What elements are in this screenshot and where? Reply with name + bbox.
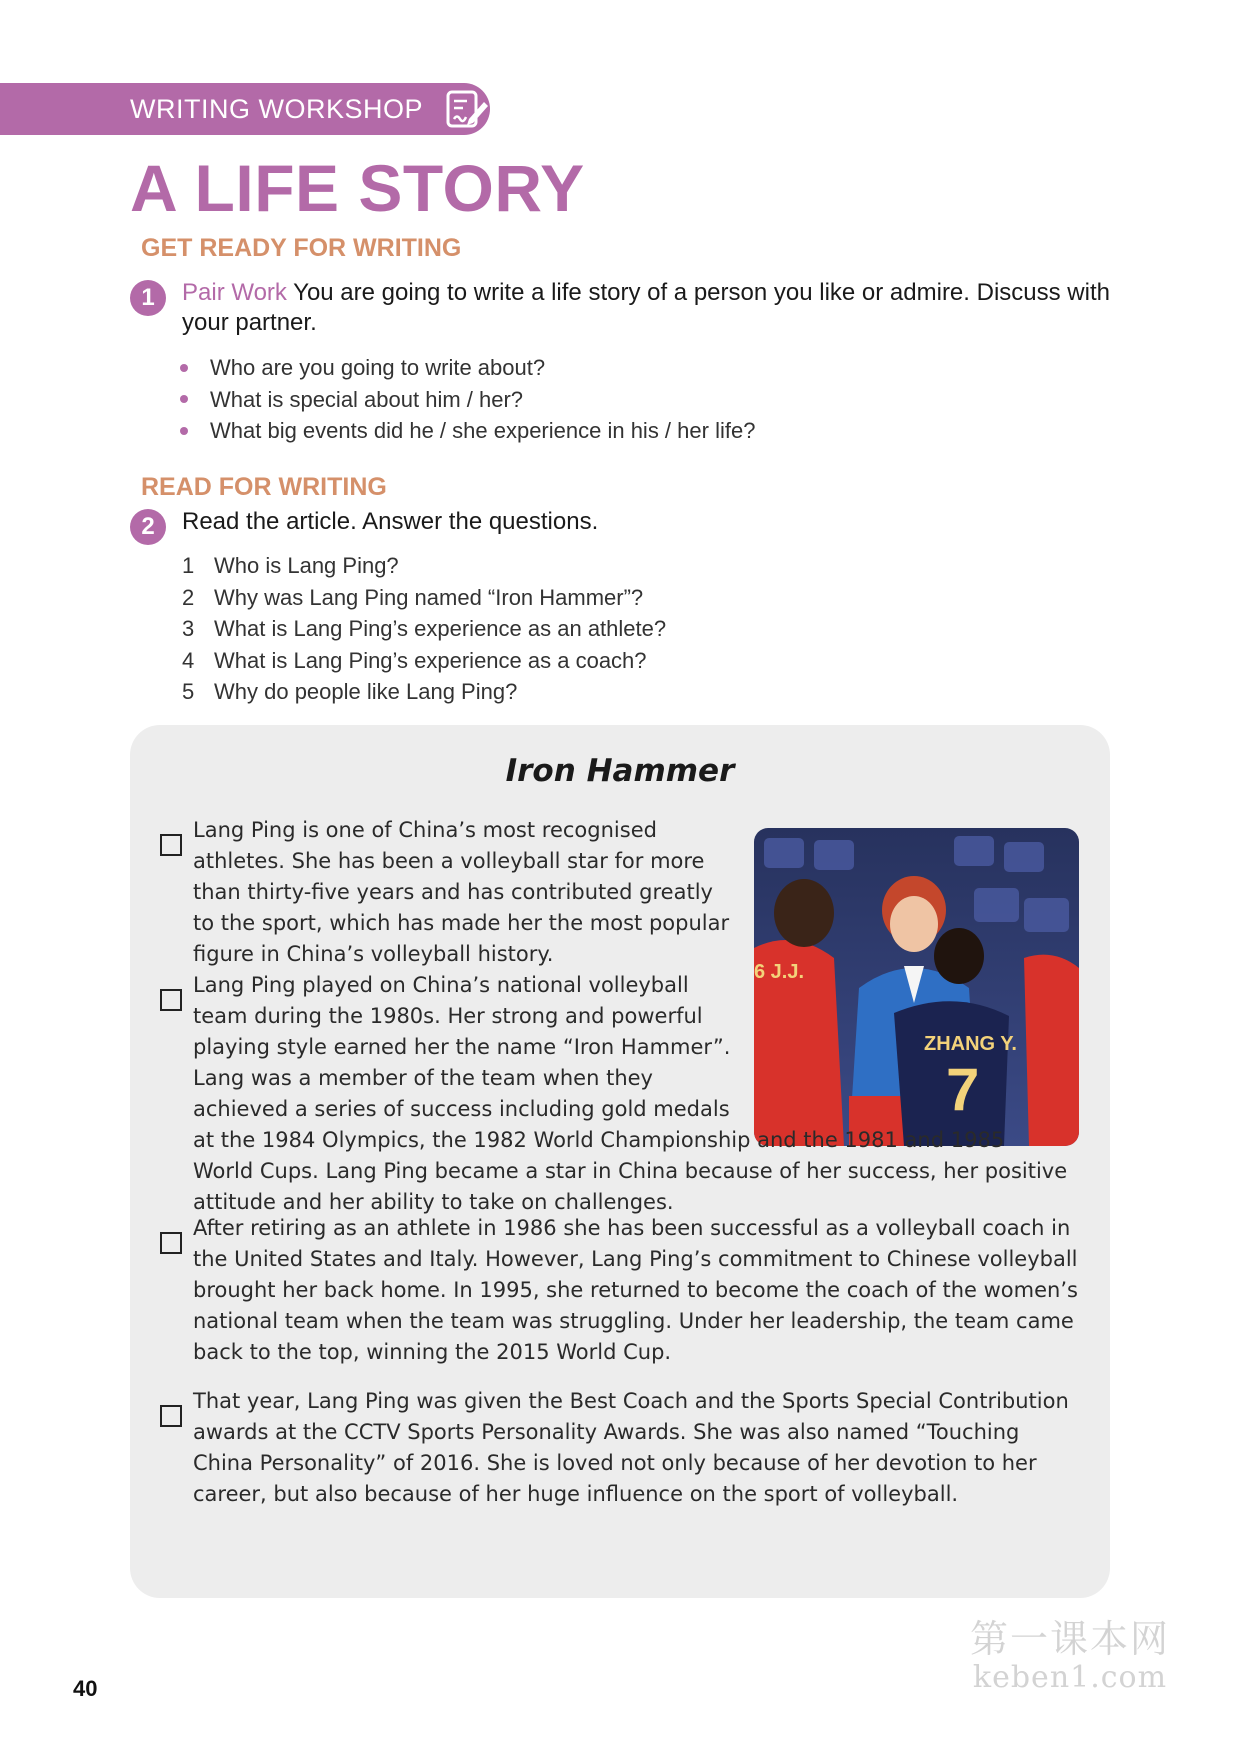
section-banner [0, 83, 490, 135]
paragraph-1-checkbox[interactable] [160, 834, 182, 856]
article-title: Iron Hammer [505, 753, 735, 789]
question-item: 2 Why was Lang Ping named “Iron Hammer”? [182, 584, 644, 610]
paragraph-1: Lang Ping is one of China’s most recognised athletes. She has been a volleyball star for more than thirty-five years and has contributed greatly to the sport, which has made her the most popular figure in China’s volleyball history. [193, 818, 730, 966]
question-item: 3 What is Lang Ping’s experience as an athlete? [182, 616, 667, 641]
task-number-badge: 2 [130, 509, 166, 545]
pair-work-label: Pair Work [182, 279, 287, 306]
task-1-instruction [182, 278, 1120, 338]
paragraph-2: Lang Ping played on China’s national volleyball team during the 1980s. Her strong and powerful playing style earned her the name “Iron Hammer”. Lang was a member of the team when they achieved a series of success including gold medals at the 1984 Olympics, the 1982 World Championship and the 1981 and 1985 World Cups. Lang Ping became a star in China because of her success, her positive attitude and her ability to take on challenges. [193, 973, 1068, 1214]
read-for-writing-heading: READ FOR WRITING [141, 473, 387, 501]
paragraph-4: That year, Lang Ping was given the Best Coach and the Sports Special Contribution awards at the CCTV Sports Personality Awards. She was also named “Touching China Personality” of 2016. She is loved not only because of her devotion to her career, but also because of her huge influence on the sport of volleyball. [193, 1389, 1069, 1506]
bullet-dot-icon [180, 364, 188, 372]
bullet-item: What is special about him / her? [180, 384, 755, 416]
watermark [970, 1617, 1170, 1695]
question-list [182, 550, 666, 708]
left-jersey-text: 6 J.J. [754, 961, 805, 983]
question-item: 4 What is Lang Ping’s experience as a coach? [182, 647, 647, 673]
watermark-chinese: 第一课本网 [970, 1617, 1171, 1661]
question-item: 5 Why do people like Lang Ping? [182, 679, 518, 704]
get-ready-heading: GET READY FOR WRITING [141, 234, 462, 262]
task-2 [130, 507, 1120, 540]
paragraph-3: After retiring as an athlete in 1986 she has been successful as a volleyball coach in the United States and Italy. However, Lang Ping’s commitment to Chinese volleyball brought her back home. In 1995, she returned to become the coach of the women’s national team when the team was struggling. Under her leadership, the team came back to the top, winning the 2015 World Cup. [193, 1216, 1078, 1364]
task-1 [130, 278, 1120, 338]
page-title: A LIFE STORY [130, 151, 585, 225]
paragraph-3-checkbox[interactable] [160, 1232, 182, 1254]
paragraph-4-checkbox[interactable] [160, 1405, 182, 1427]
jersey-name-text: ZHANG Y. [924, 1033, 1017, 1055]
article-panel [130, 725, 1110, 1598]
jersey-number-text: 7 [946, 1056, 980, 1123]
bullet-item: What big events did he / she experience in his / her life? [180, 415, 755, 447]
bullet-dot-icon [180, 427, 188, 435]
task-number-badge: 1 [130, 280, 166, 316]
paragraph-2-checkbox[interactable] [160, 989, 182, 1011]
page-number: 40 [73, 1676, 98, 1701]
task-1-text: You are going to write a life story of a person you like or admire. Discuss with your partner. [182, 279, 1110, 336]
question-item: 1 Who is Lang Ping? [182, 553, 399, 578]
discussion-bullets [180, 352, 755, 447]
banner-label: WRITING WORKSHOP [130, 93, 423, 124]
pen-on-paper-icon [445, 89, 489, 129]
task-2-instruction: Read the article. Answer the questions. [182, 508, 599, 535]
bullet-dot-icon [180, 395, 188, 403]
watermark-url: keben1.com [972, 1660, 1168, 1695]
bullet-item: Who are you going to write about? [180, 352, 755, 384]
